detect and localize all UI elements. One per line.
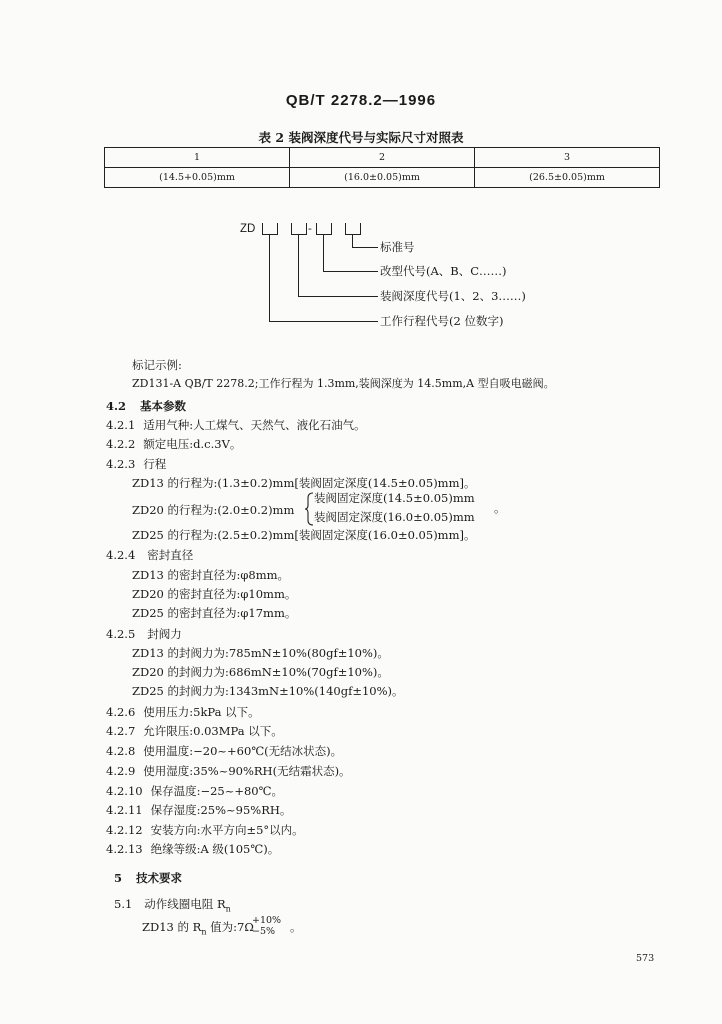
clause-number: 4.2.13 [106, 842, 143, 856]
clause-number: 4.2.12 [106, 823, 143, 837]
stroke-zd20-end: 。 [494, 501, 506, 515]
clause-text: 安装方向:水平方向±5°以内。 [150, 823, 304, 837]
depth-table [104, 147, 660, 188]
standard-header: QB/T 2278.2—1996 [285, 92, 437, 109]
connector-line [269, 234, 270, 322]
clause-number: 5.1 [114, 897, 133, 911]
clause-text: 绝缘等级:A 级(105℃)。 [150, 842, 280, 856]
stroke-zd13: ZD13 的行程为:(1.3±0.2)mm[装阀固定深度(14.5±0.05)mm]。 [132, 476, 476, 490]
connector-line [323, 234, 324, 272]
tolerance-lower: −5% [252, 926, 276, 937]
table-cell: 3 [475, 148, 660, 168]
stroke-label: 工作行程代号(2 位数字) [380, 314, 504, 328]
example-title: 标记示例: [132, 358, 182, 372]
connector-line [298, 296, 378, 297]
depth-code-box [291, 223, 307, 235]
clause-number: 4.2.7 [106, 724, 136, 738]
clause-title: 密封直径 [147, 548, 194, 562]
force-zd13: ZD13 的封阀力为:785mN±10%(80gf±10%)。 [132, 646, 389, 660]
connector-line [352, 234, 353, 248]
clause-title: 行程 [143, 457, 167, 471]
clause-text: 允许限压:0.03MPa 以下。 [143, 724, 283, 738]
section-number: 5 [114, 871, 123, 885]
clause-text: 使用湿度:35%~90%RH(无结霜状态)。 [143, 764, 351, 778]
clause-text: 保存温度:−25~+80℃。 [150, 784, 283, 798]
clause-number: 4.2.10 [106, 784, 143, 798]
clause-text: 使用压力:5kPa 以下。 [143, 705, 260, 719]
force-zd25: ZD25 的封阀力为:1343mN±10%(140gf±10%)。 [132, 684, 404, 698]
resistance-lead: ZD13 的 R [142, 920, 202, 934]
resistance-end: 。 [290, 920, 302, 934]
clause-text: 使用温度:−20~+60℃(无结冰状态)。 [143, 744, 343, 758]
stroke-zd20: ZD20 的行程为:(2.0±0.2)mm [132, 503, 295, 517]
example-text: ZD131-A QB/T 2278.2;工作行程为 1.3mm,装阀深度为 14.5mm,A 型自吸电磁阀。 [132, 377, 555, 390]
table-cell: (14.5+0.05)mm [105, 168, 290, 188]
seal-zd13: ZD13 的密封直径为:φ8mm。 [132, 568, 290, 582]
seal-zd25: ZD25 的密封直径为:φ17mm。 [132, 606, 297, 620]
clause-title: 动作线圈电阻 R [144, 897, 226, 911]
connector-line [269, 321, 378, 322]
connector-line [323, 271, 378, 272]
section-number: 4.2 [106, 399, 127, 413]
table-caption: 表 2 装阀深度代号与实际尺寸对照表 [258, 130, 464, 145]
tolerance-upper: +10% [252, 915, 282, 926]
clause-number: 4.2.6 [106, 705, 136, 719]
tolerance [252, 915, 281, 937]
clause-number: 4.2.1 [106, 418, 136, 432]
section-title: 技术要求 [136, 871, 183, 885]
brace-icon [304, 492, 314, 526]
table-cell: (16.0±0.05)mm [290, 168, 475, 188]
depth-label: 装阀深度代号(1、2、3……) [380, 289, 526, 303]
page-number: 573 [636, 953, 655, 964]
variant-label: 改型代号(A、B、C……) [380, 264, 507, 278]
variant-code-box [316, 223, 332, 235]
clause-number: 4.2.3 [106, 457, 136, 471]
clause-number: 4.2.5 [106, 627, 136, 641]
table-cell: (26.5±0.05)mm [475, 168, 660, 188]
resistance-value: 值为:7Ω [206, 920, 254, 934]
table-cell: 1 [105, 148, 290, 168]
standard-box [345, 223, 361, 235]
force-zd20: ZD20 的封阀力为:686mN±10%(70gf±10%)。 [132, 665, 389, 679]
diagram-prefix: ZD [240, 223, 256, 235]
table-row [105, 148, 660, 168]
stroke-zd25: ZD25 的行程为:(2.5±0.2)mm[装阀固定深度(16.0±0.05)mm]。 [132, 528, 476, 542]
standard-label: 标准号 [380, 240, 415, 254]
clause-text: 额定电压:d.c.3V。 [143, 437, 242, 451]
diagram-dash: - [308, 221, 312, 235]
stroke-zd20-option-b: 装阀固定深度(16.0±0.05)mm [314, 510, 475, 524]
section-title: 基本参数 [140, 399, 187, 413]
clause-text: 保存湿度:25%~95%RH。 [150, 803, 292, 817]
clause-title: 封阀力 [147, 627, 182, 641]
connector-line [298, 234, 299, 297]
clause-number: 4.2.2 [106, 437, 136, 451]
stroke-code-box [262, 223, 278, 235]
clause-number: 4.2.8 [106, 744, 136, 758]
subscript: n [201, 927, 207, 937]
subscript: n [225, 904, 231, 914]
clause-number: 4.2.4 [106, 548, 136, 562]
seal-zd20: ZD20 的密封直径为:φ10mm。 [132, 587, 297, 601]
clause-number: 4.2.11 [106, 803, 143, 817]
table-row [105, 168, 660, 188]
stroke-zd20-option-a: 装阀固定深度(14.5±0.05)mm [314, 491, 475, 505]
clause-text: 适用气种:人工煤气、天然气、液化石油气。 [143, 418, 366, 432]
connector-line [352, 247, 378, 248]
clause-number: 4.2.9 [106, 764, 136, 778]
table-cell: 2 [290, 148, 475, 168]
